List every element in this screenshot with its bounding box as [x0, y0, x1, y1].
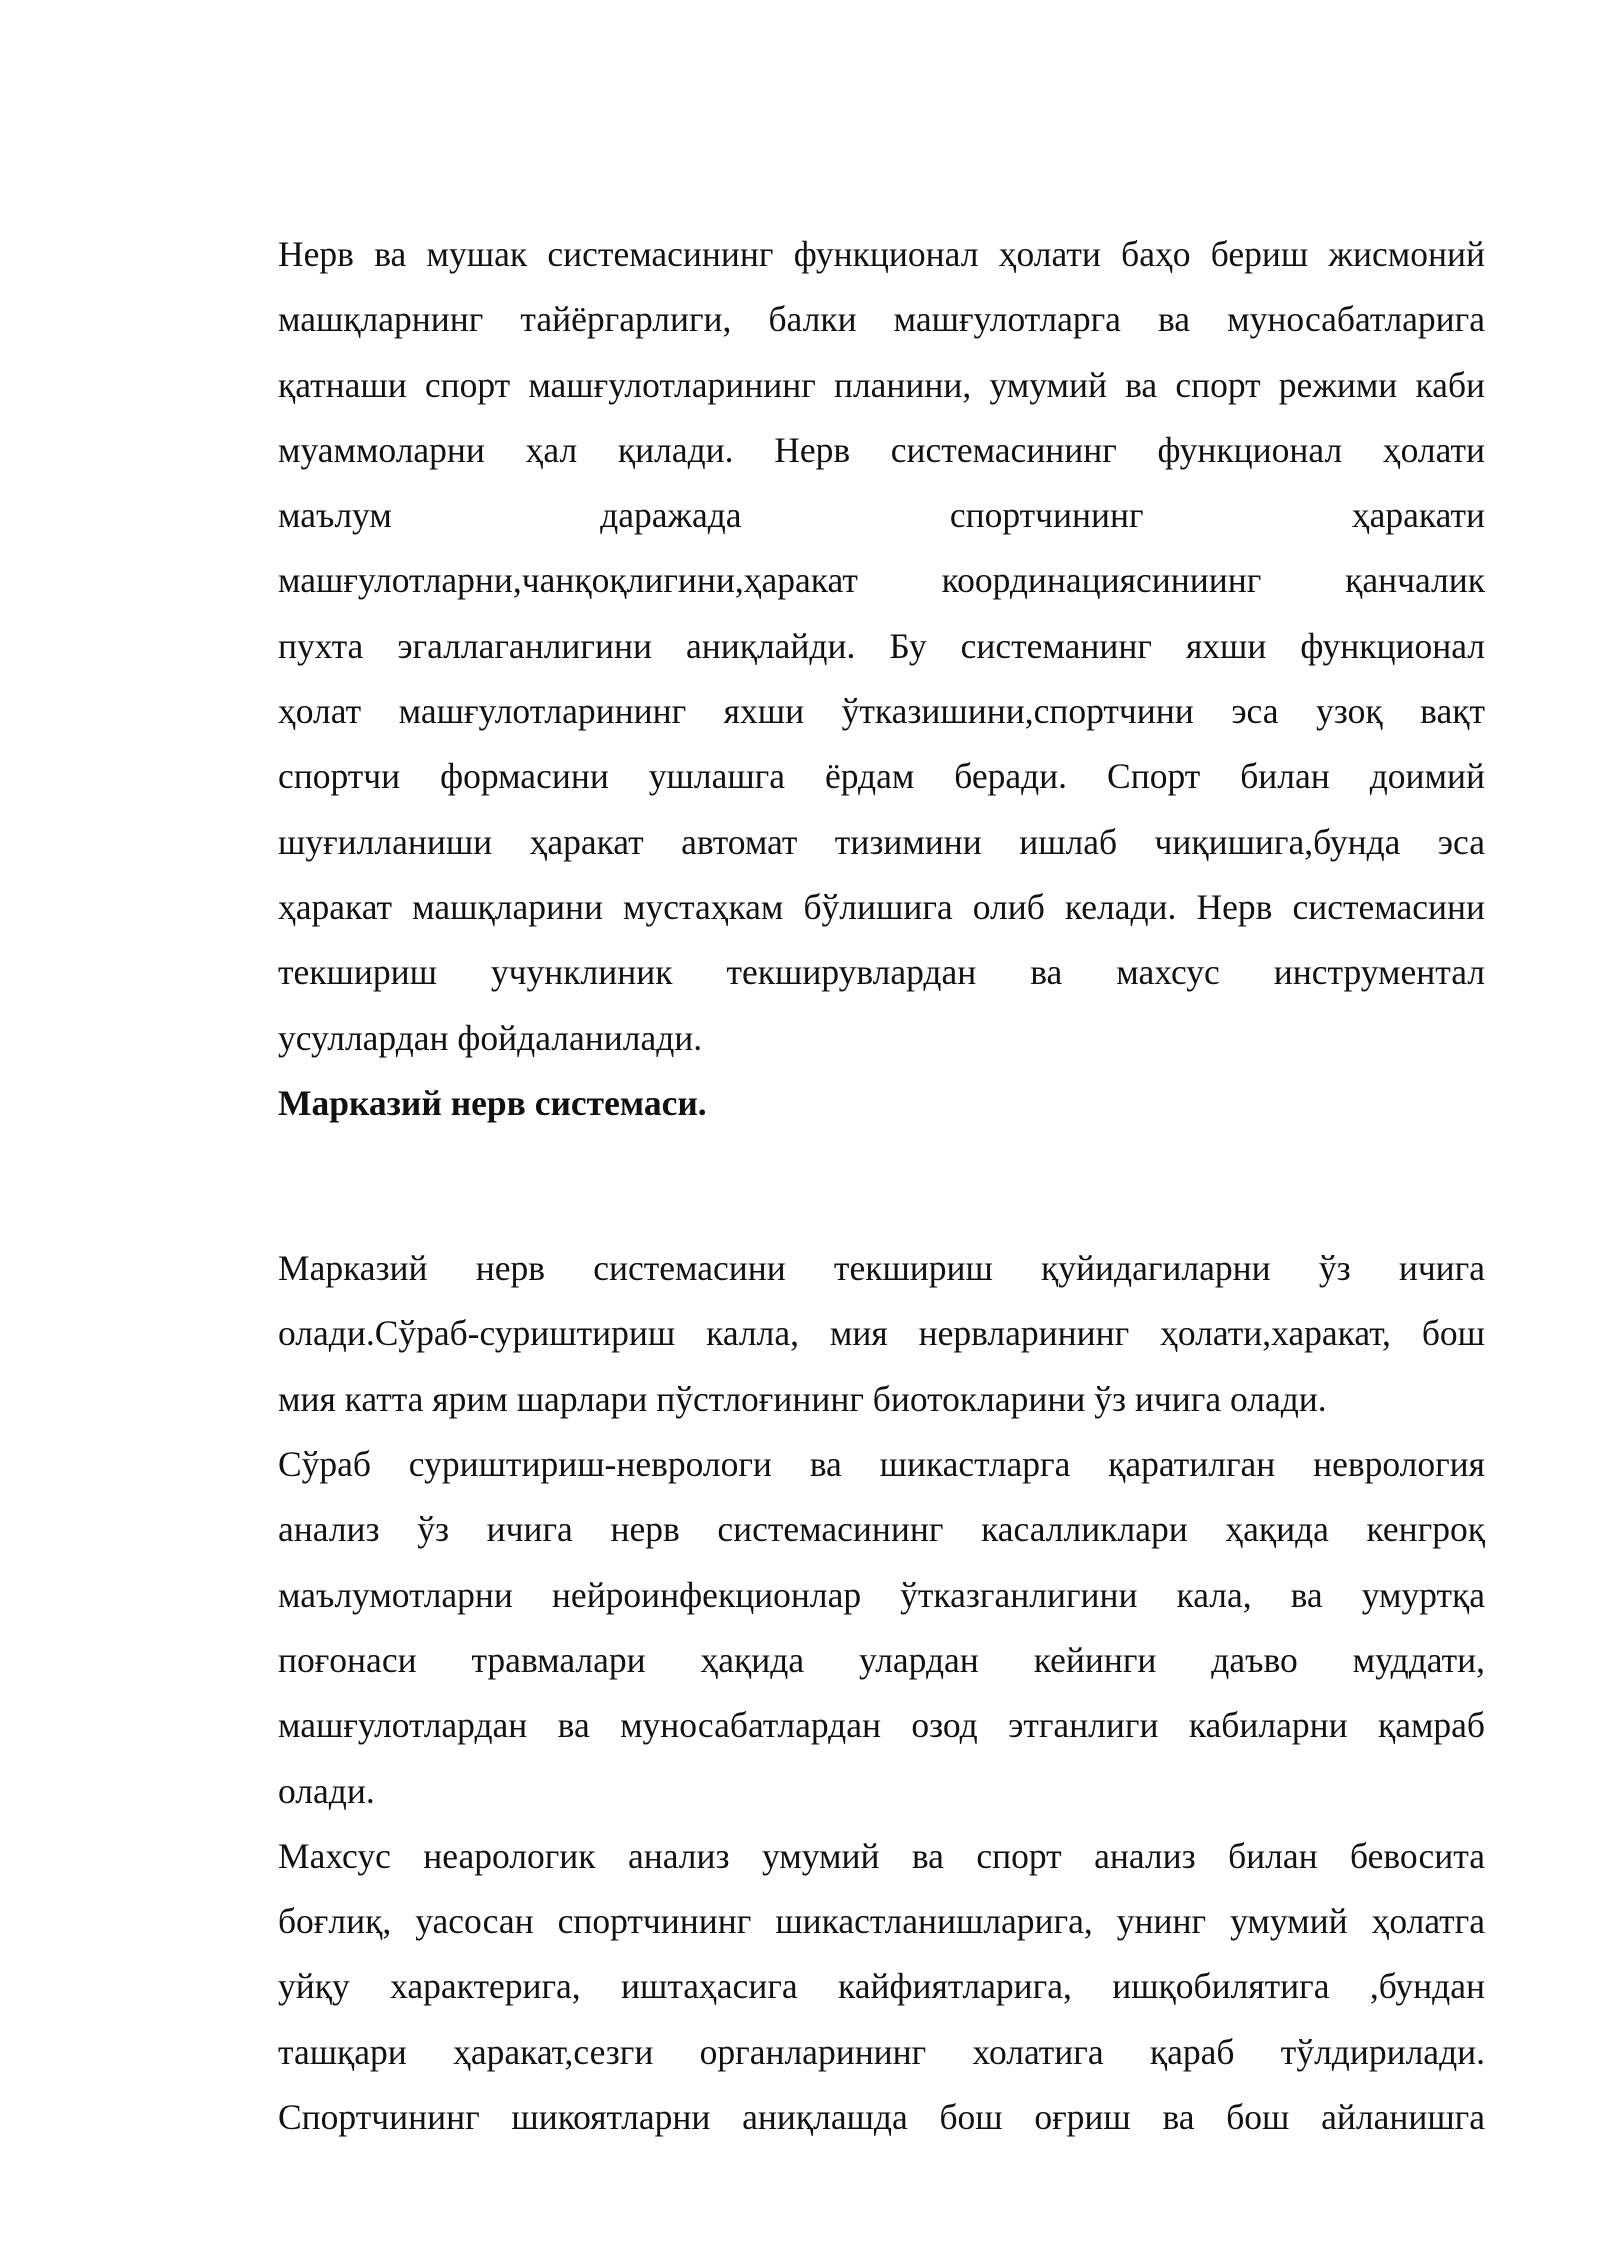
text-line: спортчи формасини ушлашга ёрдам беради. Спорт билан доимий — [278, 756, 1485, 797]
document-page — [278, 222, 1485, 2150]
text-line: Сўраб суриштириш-неврологи ва шикастларга қаратилган неврология — [278, 1444, 1485, 1485]
text-line: поғонаси травмалари ҳақида улардан кейинги даъво муддати, — [278, 1639, 1485, 1680]
text-line: маълумотларни нейроинфекционлар ўтказганлигини кала, ва умуртқа — [278, 1574, 1485, 1615]
text-line: анализ ўз ичига нерв системасининг касалликлари ҳақида кенгроқ — [278, 1509, 1485, 1550]
text-line: пухта эгаллаганлигини аниқлайди. Бу системанинг яхши функционал — [278, 625, 1485, 666]
text-line: маълум даражада спортчининг ҳаракати — [278, 495, 1485, 536]
paragraph-1 — [278, 222, 1485, 1071]
text-line: Спортчининг шикоятларни аниқлашда бош оғриш ва бош айланишга — [278, 2097, 1485, 2138]
paragraph-3 — [278, 1432, 1485, 1824]
text-line: усуллардан фойдаланилади. — [278, 1017, 703, 1058]
text-line: машқларнинг тайёргарлиги, балки машғулотларга ва муносабатларига — [278, 299, 1485, 340]
text-line: Нерв ва мушак системасининг функционал ҳолати баҳо бериш жисмоний — [278, 234, 1485, 274]
text-line: машғулотларни,чанқоқлигини,ҳаракат координациясиниинг қанчалик — [278, 560, 1485, 601]
text-line: Махсус неарологик анализ умумий ва спорт анализ билан бевосита — [278, 1835, 1485, 1876]
text-line: Марказий нерв системасини текшириш қуйидагиларни ўз ичига — [278, 1248, 1485, 1289]
text-line: ҳолат машғулотларининг яхши ўтказишини,спортчини эса узоқ вақт — [278, 691, 1485, 732]
text-line: қатнаши спорт машғулотларининг планини, умумий ва спорт режими каби — [278, 364, 1485, 405]
text-line: боғлиқ, уасосан спортчининг шикастланишларига, унинг умумий ҳолатга — [278, 1901, 1485, 1942]
text-line: уйқу характерига, иштаҳасига кайфиятларига, ишқобилятига ,бундан — [278, 1966, 1485, 2007]
text-line: олади.Сўраб-суриштириш калла, мия нервларининг ҳолати,харакат, бош — [278, 1313, 1485, 1354]
paragraph-4 — [278, 1824, 1485, 2150]
spacer — [278, 1136, 1485, 1236]
text-line: ташқари ҳаракат,сезги органларининг холатига қараб тўлдирилади. — [278, 2031, 1485, 2072]
text-line: мия катта ярим шарлари пўстлоғининг биотокларини ўз ичига олади. — [278, 1378, 1327, 1419]
text-line: текшириш учунклиник текширувлардан ва махсус инструментал — [278, 952, 1485, 993]
section-heading: Марказий нерв системаси. — [278, 1082, 707, 1123]
text-line: шуғилланиши ҳаракат автомат тизимини ишлаб чиқишига,бунда эса — [278, 821, 1485, 862]
text-line: машғулотлардан ва муносабатлардан озод этганлиги кабиларни қамраб — [278, 1705, 1485, 1746]
text-line: ҳаракат машқларини мустаҳкам бўлишига олиб келади. Нерв системасини — [278, 886, 1485, 927]
paragraph-2 — [278, 1236, 1485, 1432]
text-line: олади. — [278, 1770, 375, 1811]
text-line: муаммоларни ҳал қилади. Нерв системасининг функционал ҳолати — [278, 429, 1485, 470]
